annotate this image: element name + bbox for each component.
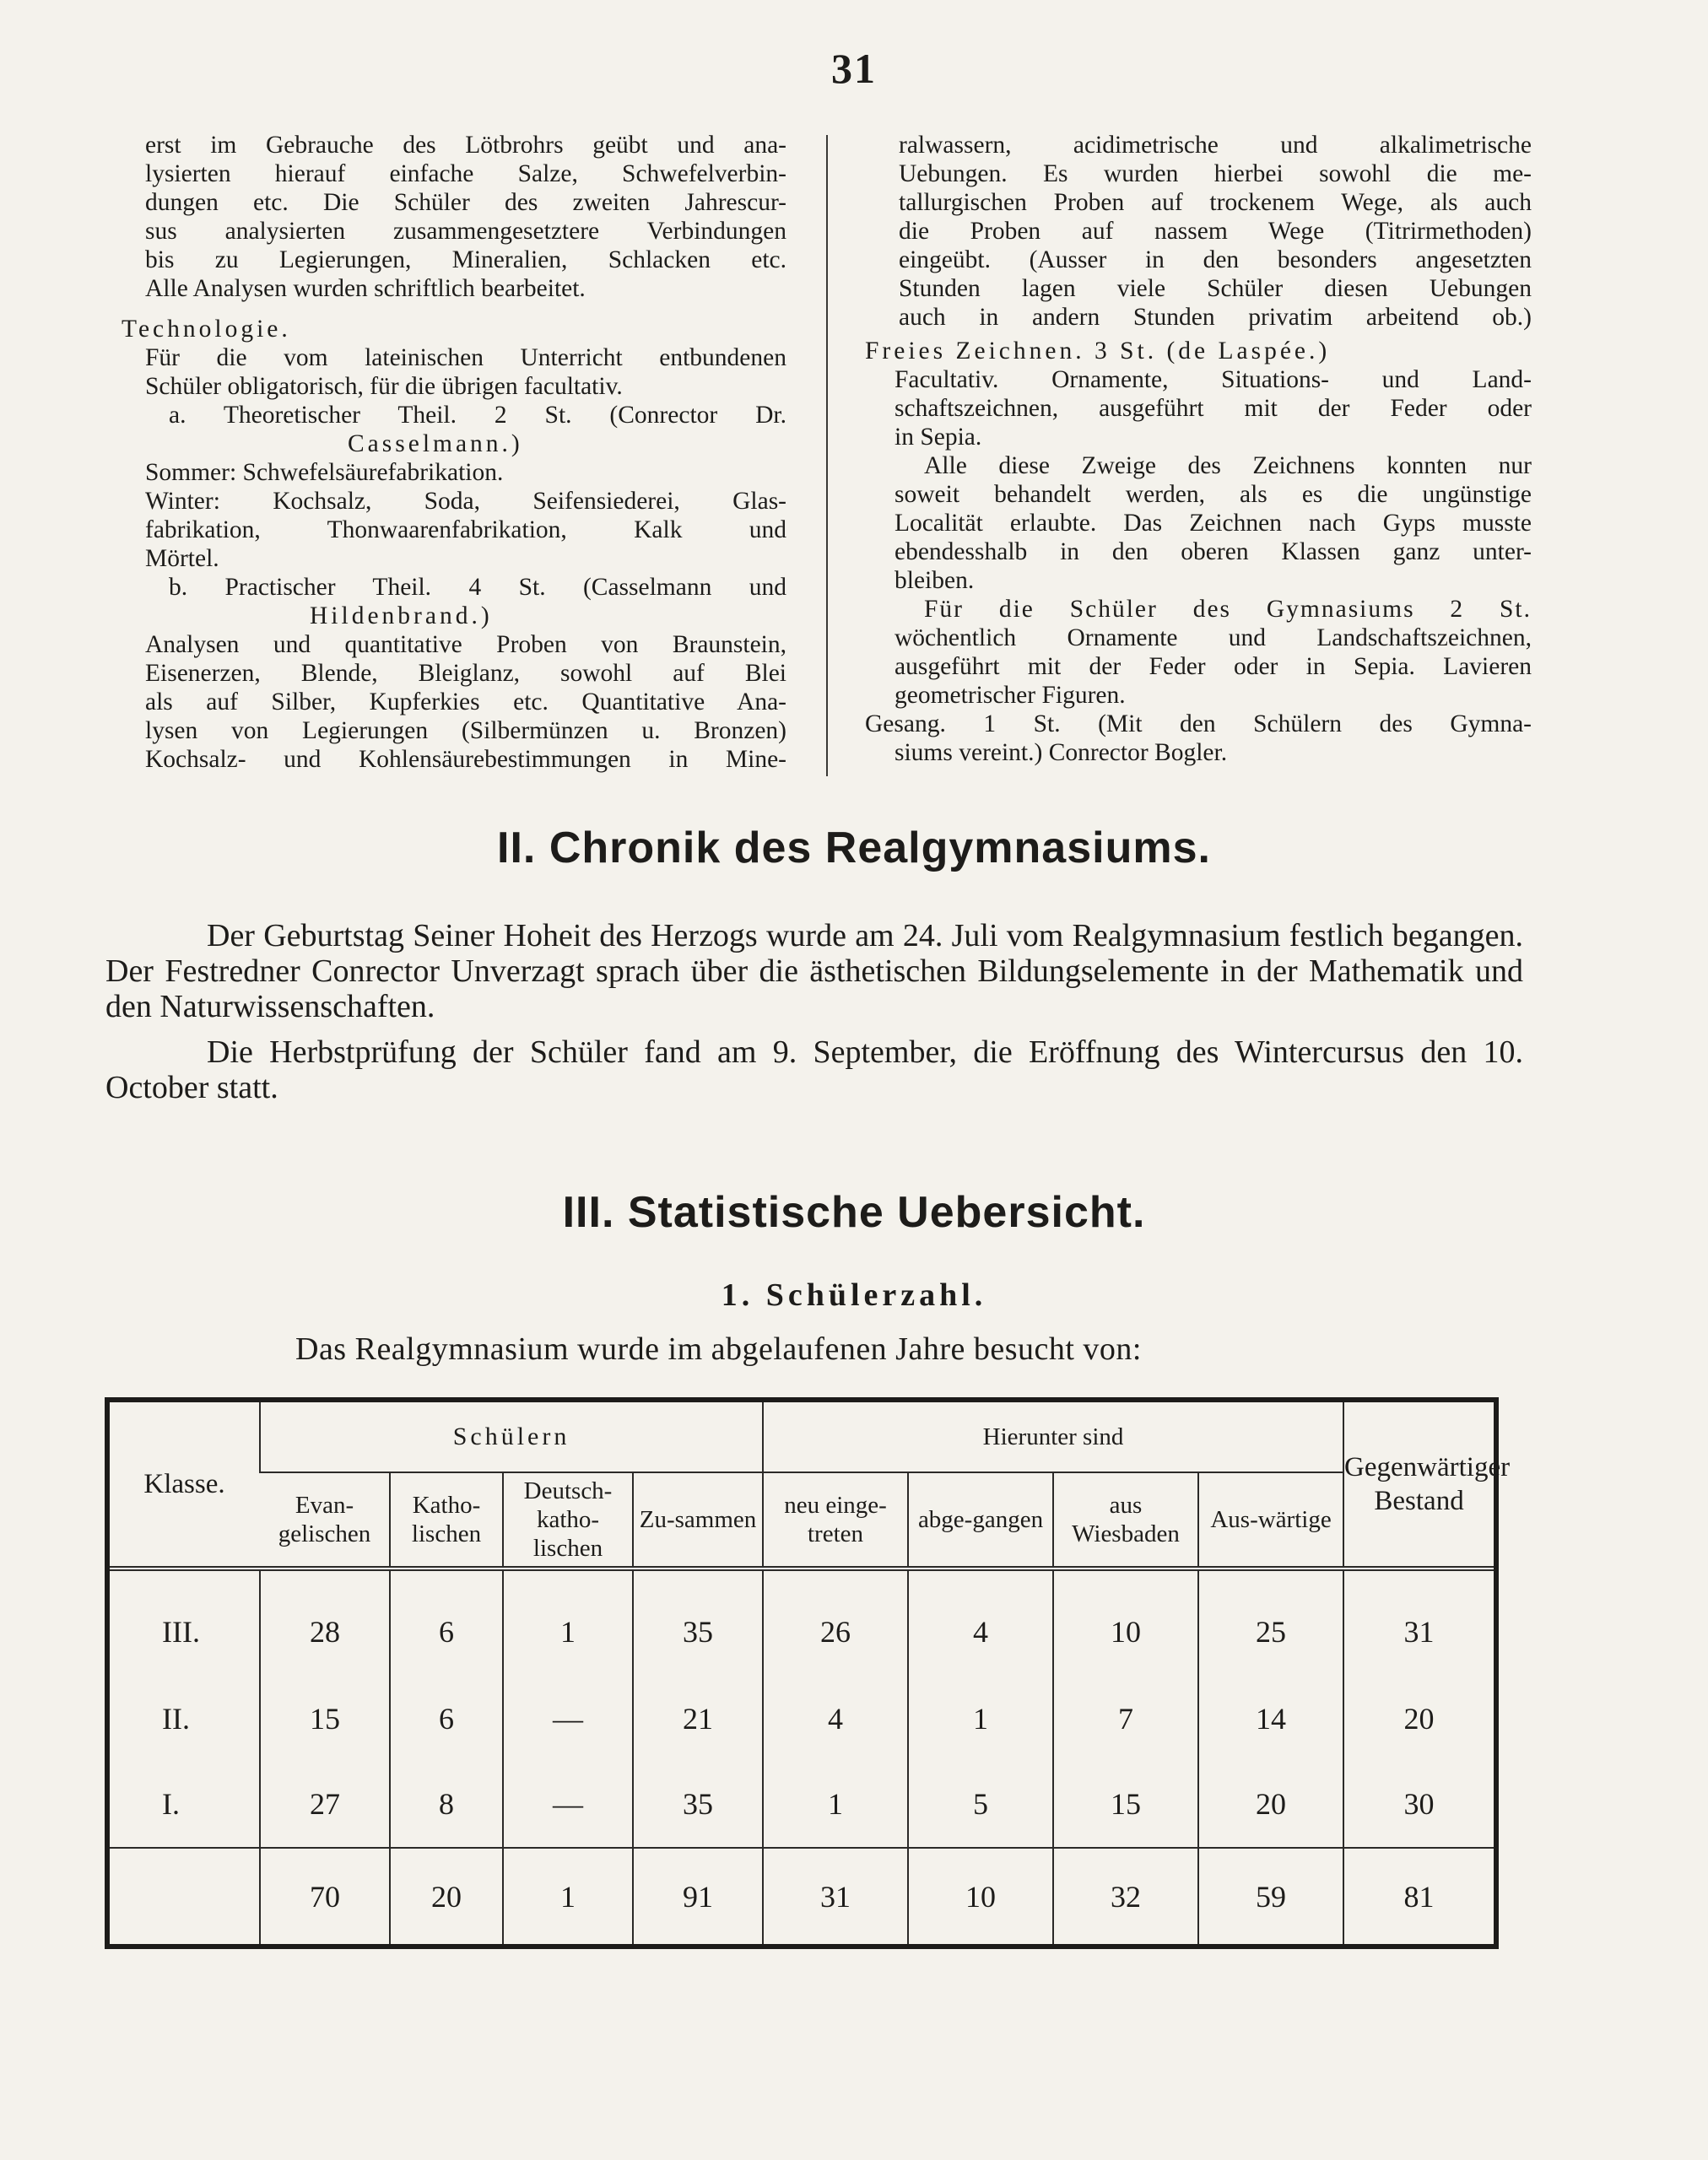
- cell-bestand: 31: [1343, 1569, 1494, 1676]
- text-line: ebendesshalb in den oberen Klassen ganz unter-: [895, 538, 1532, 565]
- text-line: b. Practischer Theil. 4 St. (Casselmann und: [169, 574, 786, 601]
- section-ii-title: II. Chronik des Realgymnasiums.: [497, 824, 1211, 872]
- cell-abgegangen: 4: [908, 1569, 1053, 1676]
- cell-neu: 1: [763, 1762, 908, 1849]
- text-line: erst im Gebrauche des Lötbrohrs geübt und ana-: [145, 132, 786, 159]
- text-line: auch in andern Stunden privatim arbeitend ob.): [899, 304, 1532, 331]
- text-line: als auf Silber, Kupferkies etc. Quantitative Ana-: [145, 688, 786, 716]
- text-line: Localität erlaubte. Das Zeichnen nach Gyps musste: [895, 510, 1532, 537]
- cell-wiesbaden: 10: [1053, 1569, 1198, 1676]
- total-auswaertige: 59: [1198, 1848, 1343, 1944]
- header-katholischen: Katho-lischen: [390, 1472, 503, 1569]
- header-bestand: Gegenwärtiger Bestand: [1343, 1402, 1494, 1569]
- text-line: geometrischer Figuren.: [895, 682, 1126, 709]
- total-evangelischen: 70: [260, 1848, 390, 1944]
- header-schulern: Schülern: [260, 1402, 763, 1472]
- gesang-line: Gesang. 1 St. (Mit den Schülern des Gymna-: [865, 710, 1532, 737]
- text-line: dungen etc. Die Schüler des zweiten Jahrescur-: [145, 189, 786, 216]
- cell-zusammen: 35: [633, 1762, 763, 1849]
- cell-klasse: II.: [162, 1701, 190, 1736]
- statistics-table-frame: [105, 1397, 1511, 1949]
- table-row: [110, 1569, 1494, 1676]
- text-line: Eisenerzen, Blende, Bleiglanz, sowohl auf Blei: [145, 660, 786, 687]
- right-column: [865, 131, 1532, 767]
- header-zusammen: Zu-sammen: [633, 1472, 763, 1569]
- header-hierunter: Hierunter sind: [763, 1402, 1343, 1472]
- text-line: die Proben auf nassem Wege (Titrirmethoden): [899, 218, 1532, 245]
- header-evangelischen: Evan-gelischen: [260, 1472, 390, 1569]
- cell-zusammen: 21: [633, 1676, 763, 1761]
- text-line: Schüler obligatorisch, für die übrigen facultativ.: [145, 373, 623, 400]
- text-line: Analysen und quantitative Proben von Braunstein,: [145, 631, 786, 658]
- technologie-title: Technologie.: [122, 316, 291, 343]
- table-intro: Das Realgymnasium wurde im abgelaufenen Jahre besucht von:: [295, 1331, 1142, 1367]
- text-line: lysierten hierauf einfache Salze, Schwefelverbin-: [145, 160, 786, 187]
- cell-klasse: III.: [162, 1615, 200, 1650]
- cell-zusammen: 35: [633, 1569, 763, 1676]
- left-column: [122, 131, 786, 774]
- text-line: Kochsalz- und Kohlensäurebestimmungen in Mine-: [145, 746, 786, 773]
- text-line: Mörtel.: [145, 545, 219, 572]
- text-line: a. Theoretischer Theil. 2 St. (Conrector Dr.: [169, 402, 786, 429]
- header-auswaertige: Aus-wärtige: [1198, 1472, 1343, 1569]
- text-line: tallurgischen Proben auf trockenem Wege, als auch: [899, 189, 1532, 216]
- cell-bestand: 30: [1343, 1762, 1494, 1849]
- cell-auswaertige: 14: [1198, 1676, 1343, 1761]
- cell-katholischen: 6: [390, 1569, 503, 1676]
- cell-wiesbaden: 7: [1053, 1676, 1198, 1761]
- cell-auswaertige: 20: [1198, 1762, 1343, 1849]
- statistics-table: [110, 1402, 1511, 1944]
- cell-bestand: 20: [1343, 1676, 1494, 1761]
- text-line: Stunden lagen viele Schüler diesen Uebungen: [899, 275, 1532, 302]
- text-line: Alle Analysen wurden schriftlich bearbeitet.: [145, 275, 586, 302]
- cell-wiesbaden: 15: [1053, 1762, 1198, 1849]
- cell-auswaertige: 25: [1198, 1569, 1343, 1676]
- header-klasse: Klasse.: [110, 1402, 260, 1569]
- text-line: bleiben.: [895, 567, 975, 594]
- total-deutschkatholischen: 1: [503, 1848, 633, 1944]
- total-wiesbaden: 32: [1053, 1848, 1198, 1944]
- text-line: Für die vom lateinischen Unterricht entbundenen: [145, 344, 786, 371]
- header-neu-eingetreten: neu einge-treten: [763, 1472, 908, 1569]
- header-abgegangen: abge-gangen: [908, 1472, 1053, 1569]
- freies-zeichnen-title: Freies Zeichnen. 3 St. (de Laspée.): [865, 338, 1331, 364]
- cell-evangelischen: 15: [260, 1676, 390, 1761]
- text-line: Alle diese Zweige des Zeichnens konnten nur: [924, 452, 1532, 479]
- cell-deutschkatholischen: —: [503, 1762, 633, 1849]
- cell-deutschkatholischen: —: [503, 1676, 633, 1761]
- cell-neu: 26: [763, 1569, 908, 1676]
- cell-evangelischen: 27: [260, 1762, 390, 1849]
- cell-abgegangen: 1: [908, 1676, 1053, 1761]
- cell-abgegangen: 5: [908, 1762, 1053, 1849]
- table-row: [110, 1676, 1494, 1761]
- paragraph: Der Geburtstag Seiner Hoheit des Herzogs wurde am 24. Juli vom Realgymnasium festlich begangen. Der Festredner Conrector Unverzagt sprach über die ästhetischen Bildungselemente in der Mathematik und den Naturwissenschaften.: [105, 918, 1523, 1024]
- header-deutschkatholischen: Deutsch-katho-lischen: [503, 1472, 633, 1569]
- text-line: in Sepia.: [895, 424, 982, 451]
- cell-klasse-empty: [110, 1848, 260, 1944]
- text-line: Facultativ. Ornamente, Situations- und Land-: [895, 366, 1532, 393]
- text-line: lysen von Legierungen (Silbermünzen u. Bronzen): [145, 717, 786, 744]
- text-line: soweit behandelt werden, als es die ungünstige: [895, 481, 1532, 508]
- text-line: sus analysierten zusammengesetztere Verbindungen: [145, 218, 786, 245]
- text-line: eingeübt. (Ausser in den besonders angesetzten: [899, 246, 1532, 273]
- text-line: Sommer: Schwefelsäurefabrikation.: [145, 459, 504, 486]
- text-line: Uebungen. Es wurden hierbei sowohl die me-: [899, 160, 1532, 187]
- cell-klasse: I.: [162, 1787, 180, 1822]
- text-line: wöchentlich Ornamente und Landschaftszeichnen,: [895, 624, 1532, 651]
- text-line: ralwassern, acidimetrische und alkalimetrische: [899, 132, 1532, 159]
- section-ii-body: [105, 918, 1523, 1115]
- paragraph: Die Herbstprüfung der Schüler fand am 9. September, die Eröffnung des Wintercursus den 10. October statt.: [105, 1034, 1523, 1105]
- page-number: 31: [831, 45, 877, 92]
- section-iii-subtitle: 1. Schülerzahl.: [721, 1277, 987, 1313]
- text-line: siums vereint.) Conrector Bogler.: [895, 739, 1228, 766]
- header-aus-wiesbaden: aus Wiesbaden: [1053, 1472, 1198, 1569]
- text-line: schaftszeichnen, ausgeführt mit der Feder oder: [895, 395, 1532, 422]
- column-divider: [826, 135, 828, 776]
- cell-katholischen: 8: [390, 1762, 503, 1849]
- total-bestand: 81: [1343, 1848, 1494, 1944]
- text-line: fabrikation, Thonwaarenfabrikation, Kalk und: [145, 516, 786, 543]
- cell-evangelischen: 28: [260, 1569, 390, 1676]
- table-row: [110, 1762, 1494, 1849]
- total-katholischen: 20: [390, 1848, 503, 1944]
- text-line: bis zu Legierungen, Mineralien, Schlacken etc.: [145, 246, 786, 273]
- cell-katholischen: 6: [390, 1676, 503, 1761]
- text-line: Winter: Kochsalz, Soda, Seifensiederei, Glas-: [145, 488, 786, 515]
- text-line: Hildenbrand.): [310, 602, 493, 629]
- total-abgegangen: 10: [908, 1848, 1053, 1944]
- total-zusammen: 91: [633, 1848, 763, 1944]
- text-line: Casselmann.): [348, 430, 523, 457]
- cell-neu: 4: [763, 1676, 908, 1761]
- cell-deutschkatholischen: 1: [503, 1569, 633, 1676]
- text-line: Für die Schüler des Gymnasiums 2 St.: [924, 596, 1532, 623]
- section-iii-title: III. Statistische Uebersicht.: [562, 1188, 1146, 1237]
- totals-row: [110, 1848, 1494, 1944]
- text-line: ausgeführt mit der Feder oder in Sepia. Lavieren: [895, 653, 1532, 680]
- total-neu: 31: [763, 1848, 908, 1944]
